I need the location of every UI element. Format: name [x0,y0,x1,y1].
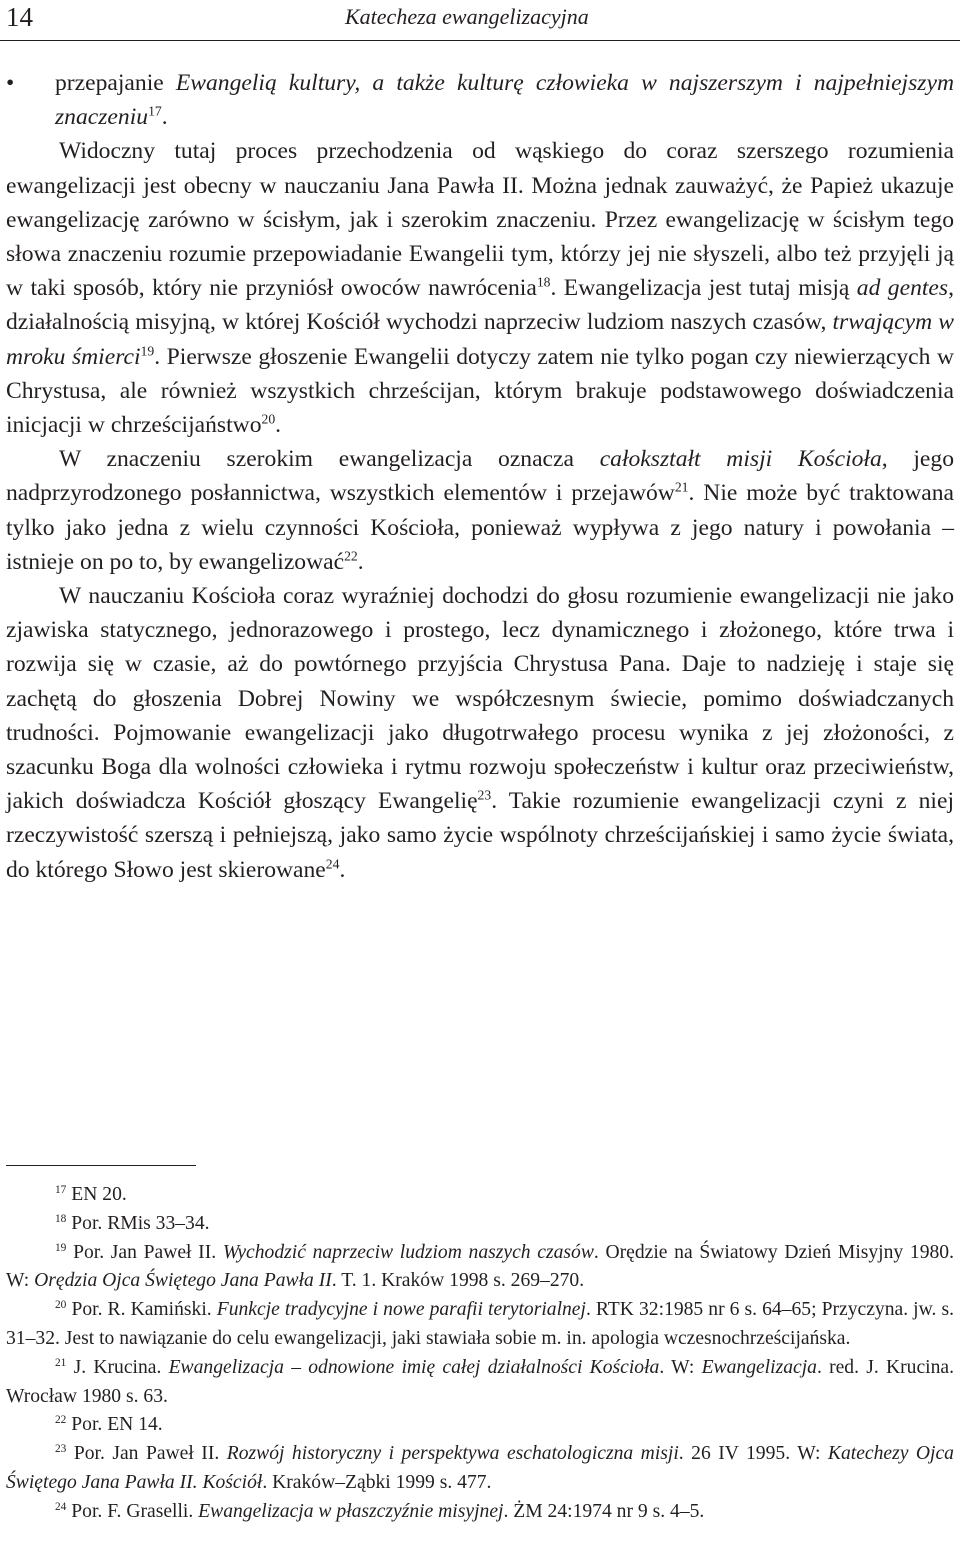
footnote-text: . 26 IV 1995. W: [678,1443,828,1465]
footnote-19 [6,1239,954,1297]
footnote-number: 21 [55,1356,67,1369]
footnote-text: J. Krucina. [73,1356,169,1378]
footnote-separator [6,1165,196,1166]
footnote-text: . RTK 32:1985 nr 6 s. 64–65; Przyczyna. jw. s. 31–32. Jest to nawiązanie do celu ewangelizacji, jaki stawiała sobie m. in. apologia wczesnochrześcijańska. [6,1299,954,1349]
paragraph-1 [6,134,954,442]
p3-text-3: . [339,856,346,883]
footnote-number: 22 [55,1414,67,1427]
p1-italic-1: ad gentes [856,275,949,302]
bullet-text-a: przepajanie [55,70,176,96]
footnote-text: Por. EN 14. [71,1414,163,1436]
footnote-title: Rozwój historyczny i perspektywa eschatologiczna misji [226,1443,679,1465]
footnote-ref-19: 19 [140,343,155,359]
page-number: 14 [6,2,33,32]
p1-text-5: . [275,412,282,439]
p2-text-1: W znaczeniu szerokim ewangelizacja oznacza [59,446,600,473]
footnote-21 [6,1354,954,1412]
running-title: Katecheza ewangelizacyjna [345,4,589,29]
footnote-text: . red. J. Krucina. Wrocław 1980 s. 63. [6,1356,954,1407]
footnote-text: . T. 1. Kraków 1998 s. 269–270. [331,1270,585,1292]
footnote-text: . W: [659,1356,702,1378]
footnote-number: 18 [55,1212,67,1225]
p2-text-3: . Nie może być traktowana tylko jako jedna z wielu czynności Kościoła, ponieważ wypływa z jego natury i powołania – istnieje on po to, by ewangelizować [6,480,954,575]
footnote-number: 23 [55,1443,67,1456]
footnote-ref-24: 24 [325,856,340,872]
footnote-22 [6,1411,954,1440]
footnote-text: . Orędzie na Światowy Dzień Misyjny 1980. W: [6,1241,954,1292]
p2-text-4: . [357,548,364,575]
p2-italic-1: całokształt misji Kościoła [599,446,882,473]
footnote-23 [6,1440,954,1498]
p3-text-2: . Takie rozumienie ewangelizacji czyni z niej rzeczywistość szerszą i pełniejszą, jako samo życie wspólnoty chrześcijańskiej i samo życie świata, do którego Słowo jest skierowane [6,788,954,883]
bullet-text-c: . [161,104,168,131]
footnote-number: 19 [55,1241,67,1254]
p2-text-2: , jego nadprzyrodzonego posłannictwa, wszystkich elementów i przejawów [6,446,954,507]
footnote-title: Ewangelizacja – odnowione imię całej działalności Kościoła [168,1356,660,1378]
footnote-title: Ewangelizacja w płaszczyźnie misyjnej [198,1500,504,1522]
footnote-title: Ewangelizacja [701,1356,817,1378]
footnote-24 [6,1498,954,1527]
footnote-number: 17 [55,1183,67,1196]
footnote-text: EN 20. [71,1184,127,1205]
footnote-text: Por. RMis 33–34. [71,1212,210,1234]
footnote-number: 20 [55,1299,67,1312]
footnote-ref-17: 17 [148,103,162,119]
footnote-text: Por. Jan Paweł II. [73,1443,227,1465]
footnote-title: Funkcje tradycyjne i nowe parafii terytorialnej [216,1299,586,1321]
footnote-17 [6,1181,954,1210]
p1-text-4: . Pierwsze głoszenie Ewangelii dotyczy zatem nie tylko pogan czy niewierzących w Chrystusa, ale również wszystkich chrześcijan, którym brakuje podstawowego doświadczenia inicjacji w chrześcijaństwo [6,343,955,439]
bullet-mark: • [6,70,15,96]
footnote-text: Por. R. Kamiński. [71,1299,217,1321]
footnote-ref-21: 21 [674,479,689,495]
main-text [6,66,954,887]
footnotes [6,1181,954,1527]
p1-text-1: Widoczny tutaj proces przechodzenia od wąskiego do coraz szerszego rozumienia ewangelizacji jest obecny w nauczaniu Jana Pawła II. Można jednak zauważyć, że Papież ukazuje ewangelizację zarówno w ścisłym, jak i szerokim znaczeniu. Przez ewangelizację w ścisłym tego słowa znaczeniu rozumie przepowiadanie Ewangelii tym, którzy jej nie słyszeli, albo też przyjęli ją w taki sposób, który nie przyniósł owoców nawrócenia [6,138,954,302]
footnote-20 [6,1296,954,1354]
footnote-ref-22: 22 [344,548,358,564]
bullet-text-italic: Ewangelią kultury, a także kulturę człowieka w najszerszym i najpełniejszym znaczeniu [55,70,954,131]
footnote-title: Katechezy Ojca Świętego Jana Pawła II. Kościół [6,1443,954,1493]
bullet-item [6,66,954,134]
footnote-title: Orędzia Ojca Świętego Jana Pawła II [34,1270,332,1292]
footnote-text: Por. F. Graselli. [71,1500,199,1522]
footnote-ref-20: 20 [261,411,276,427]
paragraph-3 [6,579,954,887]
footnote-18 [6,1210,954,1239]
p1-text-3: , działalnością misyjną, w której Kościół wychodzi naprzeciw ludziom naszych czasów, [6,275,954,336]
footnote-number: 24 [55,1500,67,1513]
paragraph-2 [6,442,954,579]
footnote-text: . ŻM 24:1974 nr 9 s. 4–5. [503,1500,705,1522]
footnote-ref-18: 18 [536,274,551,290]
footnote-text: . Kraków–Ząbki 1999 s. 477. [262,1471,492,1493]
p1-text-2: . Ewangelizacja jest tutaj misją [550,275,857,302]
p1-italic-2: trwającym w mroku śmierci [6,309,954,370]
header-rule [0,40,960,41]
footnote-title: Wychodzić naprzeciw ludziom naszych czasów [222,1241,594,1263]
footnote-text: Por. Jan Paweł II. [73,1241,223,1263]
p3-text-1: W nauczaniu Kościoła coraz wyraźniej dochodzi do głosu rozumienie ewangelizacji nie jako zjawiska statycznego, jednorazowego i prostego, lecz dynamicznego i złożonego, które trwa i rozwija się w czasie, aż do powtórnego przyjścia Chrystusa Pana. Daje to nadzieję i staje się zachętą do głoszenia Dobrej Nowiny we współczesnym świecie, pomimo doświadczanych trudności. Pojmowanie ewangelizacji jako długotrwałego procesu wynika z jej złożoności, z szacunku Boga dla wolności człowieka i rytmu rozwoju społeczeństw i kultur oraz przeciwieństw, jakich doświadcza Kościół głoszący Ewangelię [6,583,954,815]
footnote-ref-23: 23 [477,787,492,803]
